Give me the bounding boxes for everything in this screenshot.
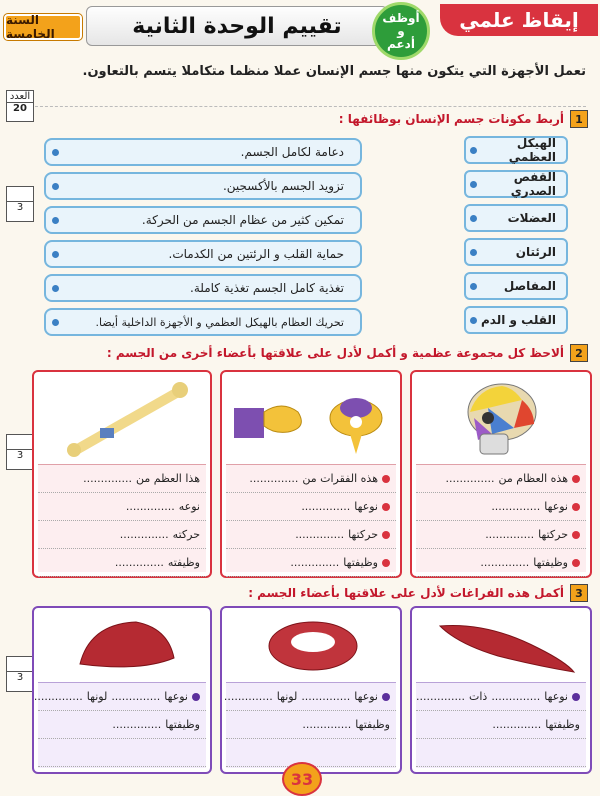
organ-box[interactable] — [464, 238, 568, 266]
q1-header — [40, 110, 588, 128]
subject-brand: إيقاظ علمي — [440, 4, 598, 36]
organ-text: المفاصل — [503, 279, 556, 293]
answer-line[interactable]: نوعها .............. — [416, 493, 586, 521]
answer-line[interactable]: نوعها .............. — [226, 493, 396, 521]
answer-line[interactable]: نوعها .............. لونها .............. — [38, 683, 206, 711]
function-box[interactable] — [44, 308, 362, 336]
answer-line[interactable] — [38, 739, 206, 767]
organ-text: القلب و الدم — [480, 313, 556, 327]
answer-line[interactable]: وظيفته .............. — [38, 549, 206, 577]
bone-answer-lines — [38, 464, 206, 572]
q1-score-box — [6, 186, 34, 222]
long-bone-image — [40, 378, 204, 462]
page-header — [0, 0, 600, 52]
spindle-muscle-image — [418, 614, 584, 678]
muscle-flat-card — [32, 606, 212, 774]
function-text: تغذية كامل الجسم تغذية كاملة. — [190, 281, 344, 295]
function-text: حماية القلب و الرئتين من الكدمات. — [168, 247, 344, 261]
answer-line[interactable]: هذه الفقرات من .............. — [226, 465, 396, 493]
function-box[interactable] — [44, 206, 362, 234]
apply-support-badge — [372, 2, 430, 60]
q1-number: 1 — [570, 110, 588, 128]
function-text: تزويد الجسم بالأكسجين. — [222, 179, 344, 193]
function-text: تمكين كثير من عظام الجسم من الحركة. — [141, 213, 344, 227]
q3-prompt: أكمل هذه الفراغات لأدل على علاقتها بأعضاء الجسم : — [248, 586, 564, 600]
organ-text: العضلات — [507, 211, 556, 225]
ring-answer-lines — [223, 682, 396, 768]
organ-box[interactable] — [464, 170, 568, 198]
score-label: العدد — [9, 91, 31, 102]
answer-line[interactable]: وظيفتها .............. — [226, 549, 396, 577]
flat-muscle-image — [40, 614, 204, 678]
q2-score-box — [6, 434, 34, 470]
flat-answer-lines — [33, 682, 206, 768]
q3-header — [40, 584, 588, 602]
skull-answer-lines — [416, 464, 586, 572]
muscle-spindle-card — [410, 606, 592, 774]
answer-line[interactable]: وظيفتها .............. — [226, 711, 396, 739]
answer-line[interactable]: نوعها .............. لونها .............. — [226, 683, 396, 711]
bone-card — [32, 370, 212, 578]
organ-text: الرئتان — [515, 245, 556, 259]
page-title: تقييم الوحدة الثانية — [86, 6, 388, 46]
answer-line[interactable]: هذه العظام من .............. — [416, 465, 586, 493]
grade-label: السنة الخامسة — [4, 14, 82, 40]
vertebrae-answer-lines — [226, 464, 396, 572]
function-text: دعامة لكامل الجسم. — [240, 145, 344, 159]
skull-card — [410, 370, 592, 578]
answer-line[interactable]: نوعه .............. — [38, 493, 206, 521]
q2-header — [40, 344, 588, 362]
q1-score: 3 — [16, 202, 24, 213]
function-box[interactable] — [44, 240, 362, 268]
answer-line[interactable]: حركتها .............. — [226, 521, 396, 549]
answer-line[interactable] — [226, 739, 396, 767]
ring-muscle-image — [228, 614, 394, 678]
organ-text: القفص الصدري — [510, 170, 556, 198]
answer-line[interactable]: وظيفتها .............. — [416, 549, 586, 577]
page-number: 33 — [282, 762, 322, 796]
organ-box[interactable] — [464, 204, 568, 232]
skull-image — [418, 378, 584, 462]
vertebrae-image — [228, 378, 394, 462]
muscle-ring-card — [220, 606, 402, 774]
vertebrae-card — [220, 370, 402, 578]
organ-box[interactable] — [464, 136, 568, 164]
answer-line[interactable] — [416, 739, 586, 767]
badge-line3: أدعم — [387, 36, 415, 51]
answer-line[interactable]: هذا العظم من .............. — [38, 465, 206, 493]
q3-number: 3 — [570, 584, 588, 602]
intro-text: تعمل الأجهزة التي يتكون منها جسم الإنسان عملا منظما متكاملا يتسم بالتعاون. — [30, 62, 586, 107]
function-box[interactable] — [44, 274, 362, 302]
answer-line[interactable]: وظيفتها .............. — [38, 711, 206, 739]
badge-line2: و — [397, 23, 405, 38]
answer-line[interactable]: حركتها .............. — [416, 521, 586, 549]
function-box[interactable] — [44, 138, 362, 166]
q3-score: 3 — [16, 672, 24, 683]
score-total: 20 — [7, 102, 33, 114]
answer-line[interactable]: حركته .............. — [38, 521, 206, 549]
q1-prompt: أربط مكونات جسم الإنسان بوظائفها : — [338, 112, 564, 126]
answer-line[interactable]: نوعها .............. ذات .............. — [416, 683, 586, 711]
q3-score-box — [6, 656, 34, 692]
spindle-answer-lines — [416, 682, 586, 768]
badge-line1: أوظف — [382, 10, 420, 25]
q2-prompt: ألاحظ كل مجموعة عظمية و أكمل لأدل على علاقتها بأعضاء أخرى من الجسم : — [106, 346, 564, 360]
organ-text: الهيكل العظمي — [508, 136, 556, 164]
organ-box[interactable] — [464, 306, 568, 334]
answer-line[interactable]: وظيفتها .............. — [416, 711, 586, 739]
function-text: تحريك العظام بالهيكل العظمي و الأجهزة الداخلية أيضا. — [95, 315, 344, 329]
function-box[interactable] — [44, 172, 362, 200]
total-score-box — [6, 90, 34, 122]
q2-score: 3 — [16, 450, 24, 461]
organ-box[interactable] — [464, 272, 568, 300]
q2-number: 2 — [570, 344, 588, 362]
